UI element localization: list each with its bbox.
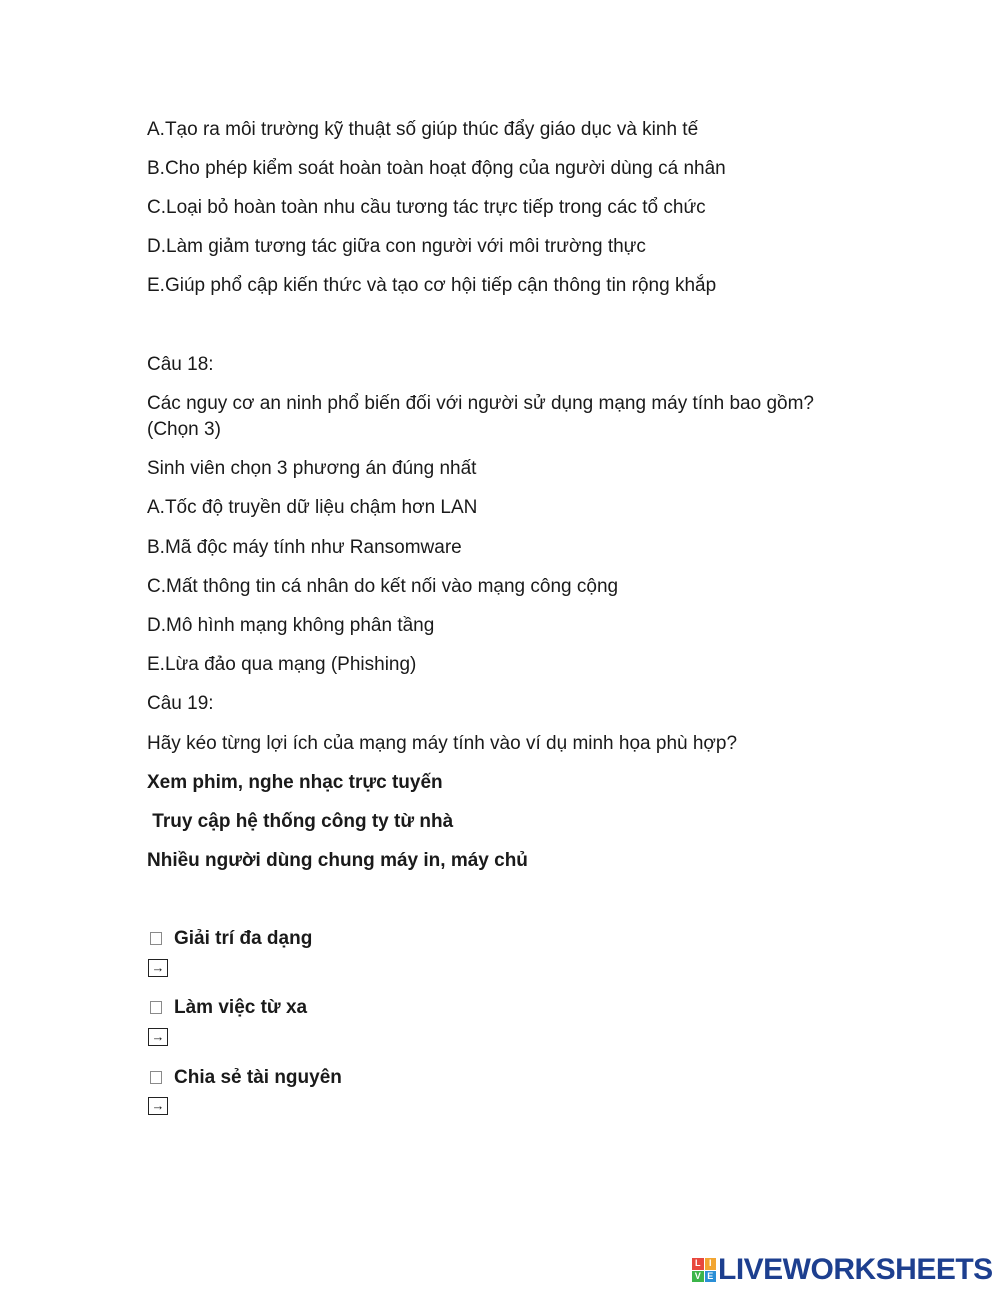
q18-option-c[interactable]: C.Mất thông tin cá nhân do kết nối vào mạng công cộng xyxy=(147,576,619,597)
logo-letter: E xyxy=(705,1271,717,1283)
q19-question: Hãy kéo từng lợi ích của mạng máy tính vào ví dụ minh họa phù hợp? xyxy=(147,733,738,754)
checkbox-icon xyxy=(150,1071,162,1084)
logo-mark-icon xyxy=(692,1258,716,1282)
q19-example-2[interactable]: Truy cập hệ thống công ty từ nhà xyxy=(147,811,454,832)
q18-option-a[interactable]: A.Tốc độ truyền dữ liệu chậm hơn LAN xyxy=(147,497,478,518)
benefit-item-2 xyxy=(147,995,307,1021)
q17-option-d: D.Làm giảm tương tác giữa con người với môi trường thực xyxy=(147,236,646,257)
checkbox-icon xyxy=(150,932,162,945)
drop-target-2[interactable]: → xyxy=(148,1028,168,1046)
q18-option-d[interactable]: D.Mô hình mạng không phân tầng xyxy=(147,615,435,636)
logo-text: LIVEWORKSHEETS xyxy=(718,1253,993,1286)
q19-example-3[interactable]: Nhiều người dùng chung máy in, máy chủ xyxy=(147,850,528,871)
logo-letter: V xyxy=(692,1271,704,1283)
benefit-item-1 xyxy=(147,926,312,952)
q18-question: Các nguy cơ an ninh phổ biến đối với người sử dụng mạng máy tính bao gồm? (Chọn 3) xyxy=(147,393,814,440)
checkbox-icon xyxy=(150,1001,162,1014)
benefit-label: Chia sẻ tài nguyên xyxy=(174,1067,342,1088)
q18-option-b[interactable]: B.Mã độc máy tính như Ransomware xyxy=(147,537,462,558)
drop-target-3[interactable]: → xyxy=(148,1097,168,1115)
q19-label: Câu 19: xyxy=(147,693,214,714)
q19-example-1[interactable]: Xem phim, nghe nhạc trực tuyến xyxy=(147,772,443,793)
q18-label: Câu 18: xyxy=(147,354,214,375)
q17-option-c: C.Loại bỏ hoàn toàn nhu cầu tương tác trực tiếp trong các tổ chức xyxy=(147,197,706,218)
benefit-label: Giải trí đa dạng xyxy=(174,928,313,949)
q17-option-a: A.Tạo ra môi trường kỹ thuật số giúp thúc đẩy giáo dục và kinh tế xyxy=(147,119,699,140)
q17-option-b: B.Cho phép kiểm soát hoàn toàn hoạt động của người dùng cá nhân xyxy=(147,158,726,179)
q18-instruction: Sinh viên chọn 3 phương án đúng nhất xyxy=(147,458,477,479)
q17-option-e: E.Giúp phổ cập kiến thức và tạo cơ hội tiếp cận thông tin rộng khắp xyxy=(147,275,717,296)
q18-option-e[interactable]: E.Lừa đảo qua mạng (Phishing) xyxy=(147,654,417,675)
liveworksheets-logo xyxy=(692,1253,993,1286)
logo-letter: L xyxy=(692,1258,704,1270)
benefit-label: Làm việc từ xa xyxy=(174,997,308,1018)
drop-target-1[interactable]: → xyxy=(148,959,168,977)
benefit-item-3 xyxy=(147,1065,342,1091)
logo-letter: I xyxy=(705,1258,717,1270)
